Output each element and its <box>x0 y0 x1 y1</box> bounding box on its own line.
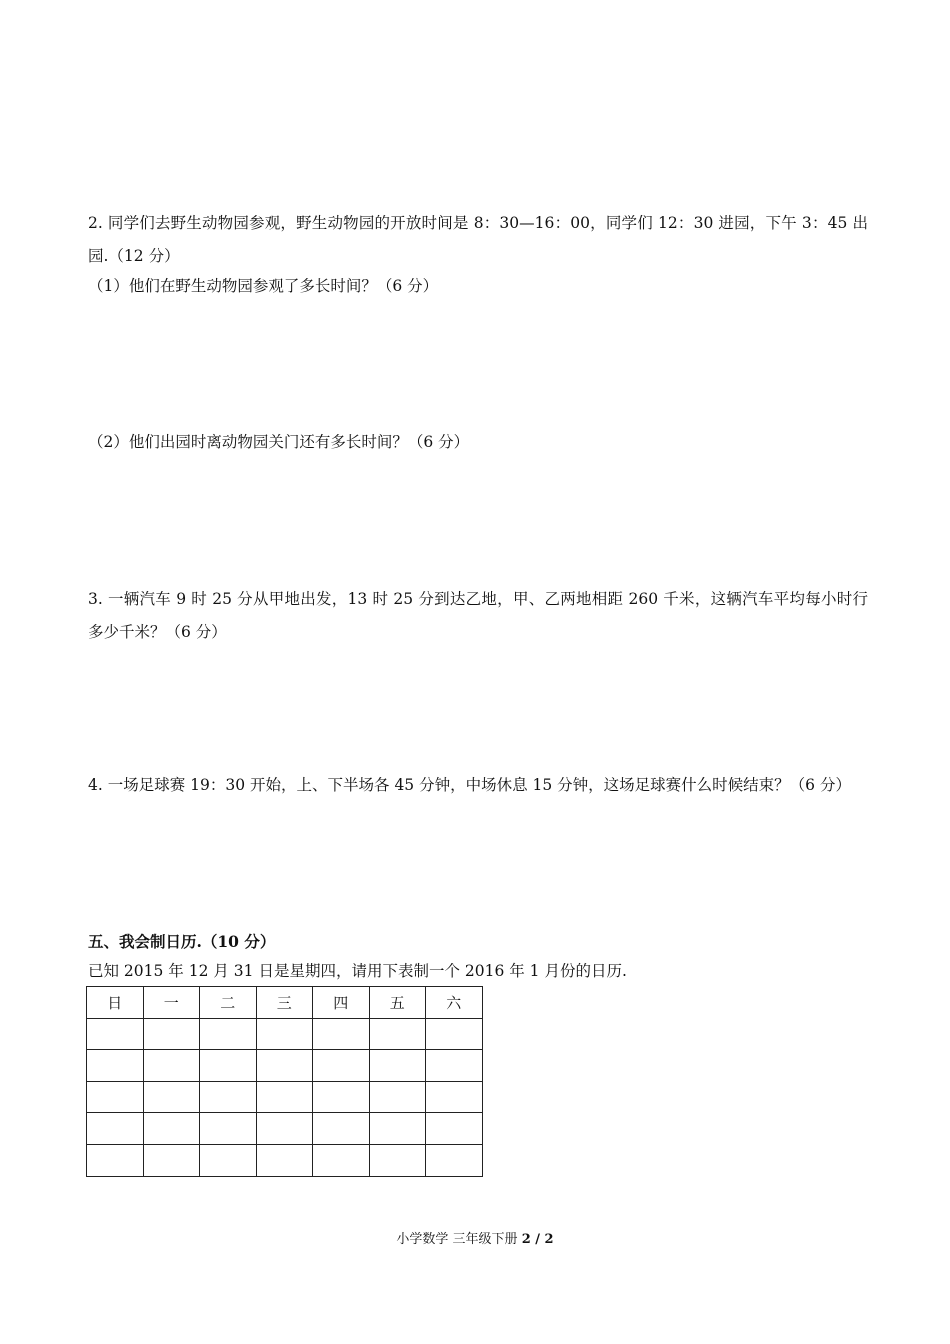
question-4-text: 4. 一场足球赛 19：30 开始，上、下半场各 45 分钟，中场休息 15 分钟，这场足球赛什么时候结束？（6 分） <box>88 776 851 794</box>
calendar-week-row <box>87 1081 483 1113</box>
calendar-day-cell[interactable] <box>256 1113 313 1145</box>
question-2-text: 2. 同学们去野生动物园参观，野生动物园的开放时间是 8：30—16：00，同学们 12：30 进园，下午 3：45 出园.（12 分） <box>88 214 868 265</box>
calendar-day-cell[interactable] <box>143 1050 200 1082</box>
footer-label: 小学数学 三年级下册 <box>396 1232 518 1247</box>
weekday-monday: 一 <box>143 987 200 1019</box>
calendar-day-cell[interactable] <box>313 1018 370 1050</box>
weekday-friday: 五 <box>369 987 426 1019</box>
calendar-day-cell[interactable] <box>256 1018 313 1050</box>
calendar-day-cell[interactable] <box>426 1113 483 1145</box>
calendar-day-cell[interactable] <box>426 1018 483 1050</box>
weekday-saturday: 六 <box>426 987 483 1019</box>
calendar-week-row <box>87 1050 483 1082</box>
calendar-day-cell[interactable] <box>200 1144 257 1176</box>
calendar-day-cell[interactable] <box>426 1144 483 1176</box>
calendar-day-cell[interactable] <box>313 1050 370 1082</box>
calendar-day-cell[interactable] <box>200 1113 257 1145</box>
calendar-table <box>86 986 483 1177</box>
calendar-day-cell[interactable] <box>87 1081 144 1113</box>
weekday-wednesday: 三 <box>256 987 313 1019</box>
calendar-day-cell[interactable] <box>200 1018 257 1050</box>
calendar-day-cell[interactable] <box>369 1018 426 1050</box>
calendar-week-row <box>87 1113 483 1145</box>
calendar-day-cell[interactable] <box>200 1081 257 1113</box>
calendar-day-cell[interactable] <box>369 1081 426 1113</box>
calendar-day-cell[interactable] <box>256 1050 313 1082</box>
page-number: 2 / 2 <box>521 1232 554 1247</box>
calendar-day-cell[interactable] <box>143 1113 200 1145</box>
calendar-day-cell[interactable] <box>313 1113 370 1145</box>
calendar-week-row <box>87 1018 483 1050</box>
calendar-day-cell[interactable] <box>369 1144 426 1176</box>
calendar-day-cell[interactable] <box>426 1081 483 1113</box>
calendar-week-row <box>87 1144 483 1176</box>
calendar-day-cell[interactable] <box>313 1144 370 1176</box>
weekday-tuesday: 二 <box>200 987 257 1019</box>
calendar-day-cell[interactable] <box>200 1050 257 1082</box>
calendar-day-cell[interactable] <box>369 1050 426 1082</box>
calendar-header-row <box>87 987 483 1019</box>
section-5-title: 五、我会制日历.（10 分） <box>88 932 276 951</box>
question-3-text: 3. 一辆汽车 9 时 25 分从甲地出发，13 时 25 分到达乙地，甲、乙两地相距 260 千米，这辆汽车平均每小时行多少千米？（6 分） <box>88 590 868 641</box>
calendar-day-cell[interactable] <box>256 1081 313 1113</box>
calendar-day-cell[interactable] <box>143 1144 200 1176</box>
calendar-day-cell[interactable] <box>143 1018 200 1050</box>
calendar-day-cell[interactable] <box>87 1050 144 1082</box>
calendar-day-cell[interactable] <box>87 1113 144 1145</box>
calendar-day-cell[interactable] <box>256 1144 313 1176</box>
page-footer <box>0 1228 950 1247</box>
calendar-day-cell[interactable] <box>426 1050 483 1082</box>
question-2-part-1: （1）他们在野生动物园参观了多长时间？（6 分） <box>88 277 439 295</box>
calendar-day-cell[interactable] <box>143 1081 200 1113</box>
calendar-day-cell[interactable] <box>369 1113 426 1145</box>
weekday-thursday: 四 <box>313 987 370 1019</box>
calendar-day-cell[interactable] <box>87 1144 144 1176</box>
calendar-day-cell[interactable] <box>313 1081 370 1113</box>
weekday-sunday: 日 <box>87 987 144 1019</box>
question-2-part-2: （2）他们出园时离动物园关门还有多长时间？（6 分） <box>88 433 470 451</box>
calendar-instruction: 已知 2015 年 12 月 31 日是星期四，请用下表制一个 2016 年 1 月份的日历. <box>88 962 627 980</box>
calendar-day-cell[interactable] <box>87 1018 144 1050</box>
